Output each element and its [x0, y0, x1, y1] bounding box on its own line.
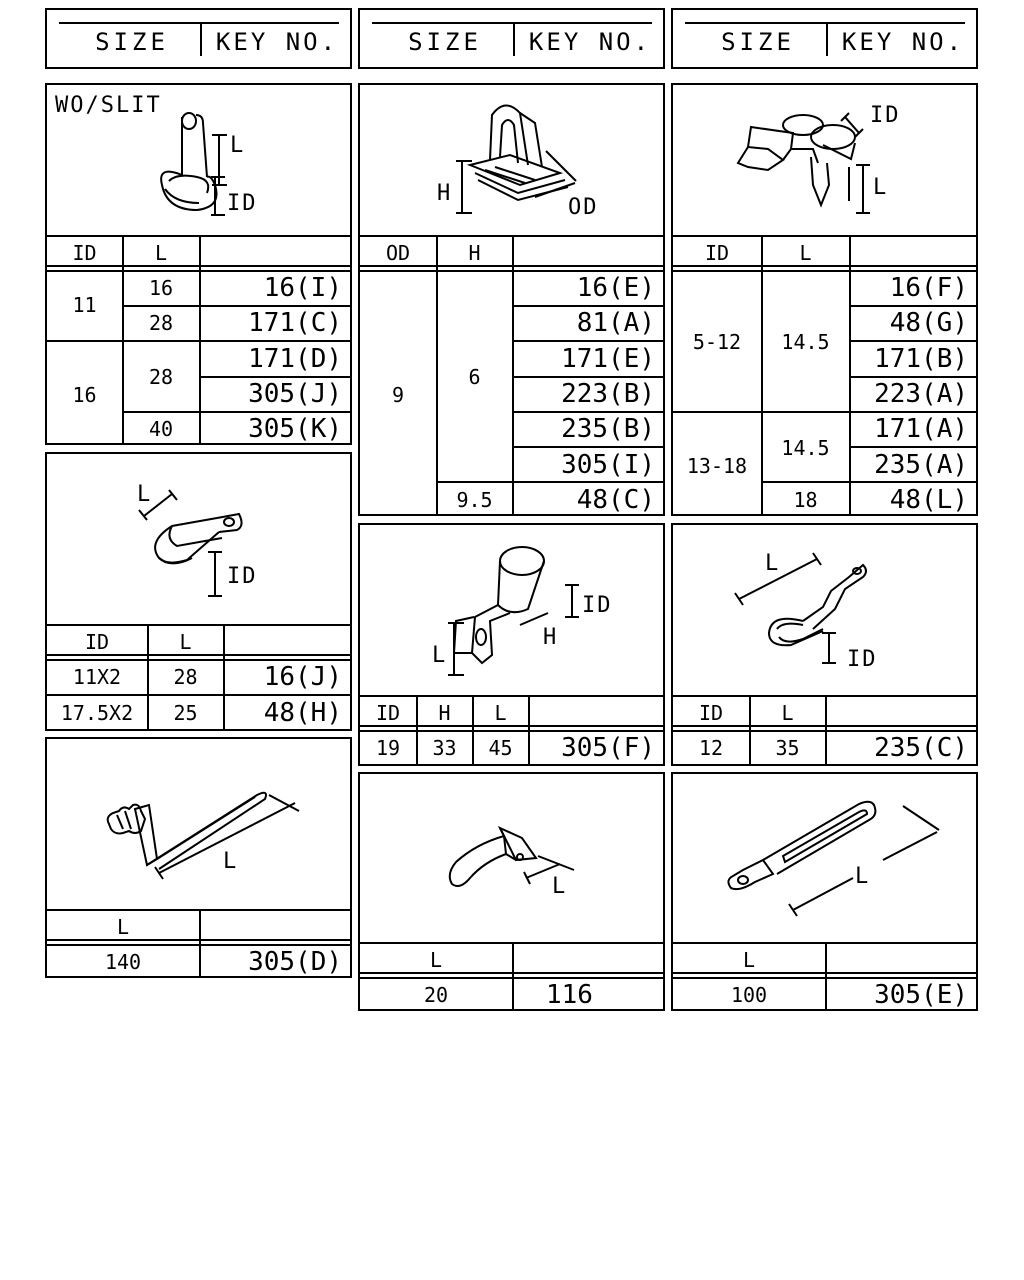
header-col-1: [45, 8, 352, 69]
dim-h-label: H: [437, 181, 451, 206]
cell-key: 305(F): [561, 733, 655, 763]
cell-l: 25: [173, 701, 198, 725]
push-clip-drawing: [360, 85, 665, 235]
cell-key: 16(J): [263, 662, 342, 692]
dim-l-label: L: [432, 643, 446, 668]
dim-l-label: L: [137, 482, 151, 507]
hook-clip-drawing: [360, 774, 665, 942]
cell-key: 223(A): [874, 379, 968, 409]
cell-id: 17.5X2: [60, 701, 134, 725]
cell-id: 12: [698, 736, 724, 760]
cell-key: 48(H): [263, 698, 342, 728]
panel-stud-bracket: [45, 737, 352, 978]
cell-h: 9.5: [456, 488, 493, 512]
col-header-l: L: [799, 241, 812, 265]
slotted-strap-drawing: [673, 774, 978, 942]
cell-key: 171(A): [874, 414, 968, 444]
cell-l: 45: [488, 736, 513, 760]
cell-key: 305(J): [248, 379, 342, 409]
dim-od-label: OD: [568, 195, 599, 220]
key-no-label: KEY NO.: [215, 28, 339, 56]
cell-l: 28: [148, 365, 174, 389]
cell-h: 6: [468, 365, 481, 389]
panel-standoff-clip: [358, 523, 665, 766]
cell-key: 171(E): [561, 344, 655, 374]
cell-key: 305(D): [248, 947, 342, 977]
col-header-l: L: [742, 948, 756, 972]
cell-l: 16: [148, 276, 174, 300]
pipe-clamp-drawing: [47, 85, 352, 235]
dim-id-label: ID: [227, 564, 258, 589]
dim-id-label: ID: [582, 593, 613, 618]
cell-l: 14.5: [781, 330, 830, 354]
cell-key: 48(G): [889, 308, 968, 338]
col-header-id: ID: [698, 701, 724, 725]
cell-key: 305(K): [248, 414, 342, 444]
cell-key: 16(F): [889, 273, 968, 303]
cell-key: 235(B): [561, 414, 655, 444]
cell-key: 48(L): [889, 485, 968, 515]
cell-l: 40: [148, 417, 174, 441]
cell-l: 100: [730, 983, 768, 1007]
dim-id-label: ID: [227, 191, 258, 216]
cell-id: 13-18: [686, 454, 748, 478]
col-header-l: L: [494, 701, 507, 725]
dim-h-label: H: [543, 625, 557, 650]
header-col-3: [671, 8, 978, 69]
panel-offset-clamp: [671, 523, 978, 766]
size-label: SIZE: [721, 28, 795, 56]
flat-clip-drawing: [47, 454, 352, 624]
panel-slotted-strap: [671, 772, 978, 1011]
cell-key: 48(C): [576, 485, 655, 515]
cell-key: 305(I): [561, 450, 655, 480]
key-no-label: KEY NO.: [528, 28, 652, 56]
col-header-l: L: [179, 630, 192, 654]
size-label: SIZE: [408, 28, 482, 56]
offset-clamp-drawing: [673, 525, 978, 695]
variant-label: WO/SLIT: [55, 93, 162, 118]
dim-l-label: L: [765, 551, 779, 576]
cell-key: 171(D): [248, 344, 342, 374]
col-header-od: OD: [385, 241, 411, 265]
cell-id: 16: [72, 383, 97, 407]
cell-id: 11: [72, 293, 97, 317]
col-header-id: ID: [375, 701, 401, 725]
cell-key: 235(C): [874, 733, 968, 763]
panel-clip-wo-slit: [45, 83, 352, 445]
col-header-l: L: [154, 241, 168, 265]
col-header-id: ID: [704, 241, 730, 265]
panel-hook-clip: [358, 772, 665, 1011]
cell-key: 16(I): [263, 273, 342, 303]
cell-l: 18: [793, 488, 818, 512]
panel-flat-clip: [45, 452, 352, 731]
cell-key: 16(E): [576, 273, 655, 303]
cell-key: 235(A): [874, 450, 968, 480]
panel-pipe-clip-plug: [671, 83, 978, 516]
dim-l-label: L: [873, 175, 887, 200]
key-no-label: KEY NO.: [841, 28, 965, 56]
cell-l: 20: [423, 983, 449, 1007]
col-header-h: H: [468, 241, 481, 265]
pipe-clip-plug-drawing: [673, 85, 978, 235]
col-header-h: H: [438, 701, 451, 725]
cell-id: 19: [375, 736, 401, 760]
cell-l: 28: [148, 311, 174, 335]
cell-l: 140: [104, 950, 142, 974]
stud-bracket-drawing: [47, 739, 352, 909]
col-header-id: ID: [72, 241, 97, 265]
header-col-2: [358, 8, 665, 69]
cell-h: 33: [432, 736, 457, 760]
dim-l-label: L: [855, 864, 869, 889]
cell-l: 35: [775, 736, 800, 760]
dim-l-label: L: [552, 874, 566, 899]
col-header-l: L: [429, 948, 443, 972]
cell-key: 81(A): [576, 308, 655, 338]
size-label: SIZE: [95, 28, 169, 56]
panel-push-clip: [358, 83, 665, 516]
dim-id-label: ID: [870, 103, 901, 128]
dim-id-label: ID: [847, 647, 878, 672]
cell-id: 5-12: [692, 330, 742, 354]
cell-l: 28: [173, 665, 198, 689]
dim-l-label: L: [230, 133, 244, 158]
col-header-l: L: [781, 701, 794, 725]
cell-key: 305(E): [874, 980, 968, 1010]
cell-l: 14.5: [781, 436, 830, 460]
cell-od: 9: [391, 383, 405, 407]
col-header-l: L: [116, 915, 130, 939]
cell-key: 223(B): [561, 379, 655, 409]
cell-key: 171(C): [248, 308, 342, 338]
col-header-id: ID: [84, 630, 110, 654]
cell-key: 116: [546, 980, 593, 1010]
dim-l-label: L: [223, 849, 237, 874]
cell-key: 171(B): [874, 344, 968, 374]
cell-id: 11X2: [72, 665, 122, 689]
standoff-clip-drawing: [360, 525, 665, 695]
